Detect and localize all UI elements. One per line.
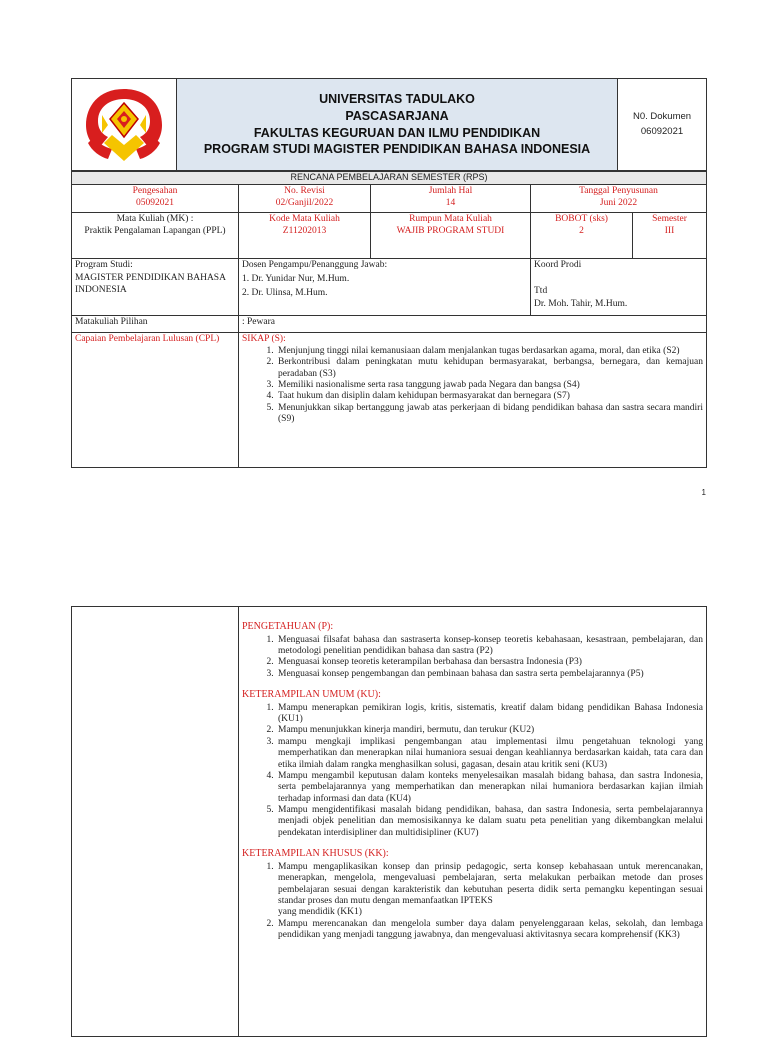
ku-item: 1. Mampu menerapkan pemikiran logis, kritis, sistematis, kreatif dalam bidang pendidikan Bahasa Indonesia (KU1) — [276, 703, 703, 726]
semester-cell — [633, 213, 707, 259]
dosen-1: 1. Dr. Yunidar Nur, M.Hum. — [242, 273, 350, 284]
kode-label: Kode Mata Kuliah — [269, 214, 340, 224]
university-name: UNIVERSITAS TADULAKO — [319, 91, 475, 106]
bobot-label: BOBOT (sks) — [555, 214, 608, 224]
page-1 — [0, 0, 768, 510]
ku-item: 4. Mampu mengambil keputusan dalam konteks menyelesaikan masalah bidang bahasa, dan sastra Indonesia, serta pembelajarannya yang memperhatikan dan menerapkan nilai humaniora berdasarkan kajian ilmiah terhadap informasi dan data (KU4) — [276, 771, 703, 805]
pengesahan-value: 05092021 — [136, 197, 174, 208]
pilihan-value: : Pewara — [239, 316, 707, 333]
mk-label: Mata Kuliah (MK) : — [116, 214, 194, 224]
bobot-value: 2 — [579, 225, 584, 236]
semester-label: Semester — [652, 214, 687, 224]
koord-label: Koord Prodi — [534, 260, 582, 270]
ku-item: 2. Mampu menunjukkan kinerja mandiri, bermutu, dan terukur (KU2) — [276, 725, 703, 736]
pengesahan-label: Pengesahan — [132, 186, 178, 196]
kode-value: Z11202013 — [282, 225, 327, 236]
doc-number: 06092021 — [640, 125, 684, 137]
pengetahuan-item: 3. Menguasai konsep pengembangan dan pembinaan bahasa dan sastra serta pembelajarannya (P5) — [276, 669, 703, 680]
page-2 — [0, 606, 768, 1024]
kode-cell — [239, 213, 371, 259]
ttd-text: Ttd — [534, 285, 548, 296]
ku-title: KETERAMPILAN UMUM (KU): — [242, 689, 381, 701]
sikap-title: SIKAP (S): — [242, 334, 286, 344]
page-number: 1 — [701, 488, 706, 497]
document-number-cell — [618, 79, 707, 171]
prodi-value: MAGISTER PENDIDIKAN BAHASA INDONESIA — [75, 272, 226, 295]
institution-title — [176, 79, 617, 171]
tanggal-cell — [531, 185, 707, 213]
ku-item: 5. Mampu mengidentifikasi masalah bidang pendidikan, bahasa, dan sastra Indonesia, serta pembelajarannya menjadi objek penelitian dan memosisikannya ke dalam suatu peta penelitian yang dikembangkan melalui pendekatan interdisipliner dan multidisipliner (KU7) — [276, 805, 703, 839]
mk-cell — [72, 213, 239, 259]
prodi-label: Program Studi: — [75, 260, 133, 270]
rps-title: RENCANA PEMBELAJARAN SEMESTER (RPS) — [72, 172, 707, 185]
pengetahuan-list — [242, 635, 703, 681]
sikap-item: 5. Menunjukkan sikap bertanggung jawab atas perkerjaan di bidang pendidikan bahasa dan sastra secara mandiri (S9) — [276, 403, 703, 426]
jumlah-value: 14 — [445, 197, 456, 208]
semester-value: III — [664, 225, 675, 236]
kk-list — [242, 862, 703, 942]
mk-value: Praktik Pengalaman Lapangan (PPL) — [84, 225, 226, 236]
kk-item: 2. Mampu merencanakan dan mengelola sumber daya dalam penyelenggaraan kelas, sekolah, dan lembaga pendidikan yang menjadi tanggung jawabnya, dan mengevaluasi aktivitasnya secara komprehensif (KK3) — [276, 919, 703, 942]
logo-cell — [72, 79, 177, 171]
rumpun-cell — [371, 213, 531, 259]
koord-name: Dr. Moh. Tahir, M.Hum. — [534, 298, 628, 309]
school-name: PASCASARJANA — [345, 108, 449, 123]
sikap-item: 1. Menjunjung tinggi nilai kemanusiaan dalam menjalankan tugas berdasarkan agama, moral, dan etika (S2) — [276, 346, 703, 357]
sikap-item: 2. Berkontribusi dalam peningkatan mutu kehidupan bermasyarakat, berbangsa, bernegara, dan kemajuan peradaban (S3) — [276, 357, 703, 380]
ku-list — [242, 703, 703, 840]
sikap-item: 4. Taat hukum dan disiplin dalam kehidupan bermasyarakat dan bernegara (S7) — [276, 391, 703, 402]
pengetahuan-item: 2. Menguasai konsep teoretis keterampilan berbahasa dan bersastra Indonesia (P3) — [276, 657, 703, 668]
sikap-list — [242, 346, 703, 426]
ku-item: 3. mampu mengkaji implikasi pengembangan atau implementasi ilmu pengetahuan teknologi yang memperhatikan dan menerapkan nilai humaniora sesuai dengan keahliannya berdasarkan kaidah, tata cara dan etika ilmiah dalam rangka menghasilkan solusi, gagasan, desain atau kritik seni (KU3) — [276, 737, 703, 771]
faculty-name: FAKULTAS KEGURUAN DAN ILMU PENDIDIKAN — [253, 125, 541, 140]
pengetahuan-title: PENGETAHUAN (P): — [242, 621, 334, 632]
cpl-label: Capaian Pembelajaran Lulusan (CPL) — [72, 333, 239, 468]
cpl-continuation-table — [71, 606, 707, 1037]
university-emblem-icon — [78, 85, 170, 165]
revisi-label: No. Revisi — [284, 186, 325, 196]
page-gap — [0, 510, 768, 606]
cpl-content-cell — [239, 607, 707, 1037]
revisi-value: 02/Ganjil/2022 — [275, 197, 334, 208]
doc-label: N0. Dokumen — [632, 111, 692, 123]
tanggal-label: Tanggal Penyusunan — [579, 186, 658, 196]
rps-table — [71, 171, 707, 468]
jumlah-label: Jumlah Hal — [428, 186, 473, 196]
pengetahuan-item: 1. Menguasai filsafat bahasa dan sastraserta konsep-konsep teoretis kebahasaan, kesastraan, pembelajaran, dan metodologi penelitian pendidikan bahasa dan sastra (P2) — [276, 635, 703, 658]
dosen-cell — [239, 259, 531, 316]
revisi-cell — [239, 185, 371, 213]
sikap-item: 3. Memiliki nasionalisme serta rasa tanggung jawab pada Negara dan bangsa (S4) — [276, 380, 703, 391]
program-name: PROGRAM STUDI MAGISTER PENDIDIKAN BAHASA INDONESIA — [203, 142, 591, 157]
header-table — [71, 78, 707, 171]
rumpun-value: WAJIB PROGRAM STUDI — [396, 225, 505, 236]
sikap-cell — [239, 333, 707, 468]
rumpun-label: Rumpun Mata Kuliah — [409, 214, 492, 224]
tanggal-value: Juni 2022 — [599, 197, 638, 208]
cpl-left-cell — [72, 607, 239, 1037]
bobot-cell — [531, 213, 633, 259]
koord-cell — [531, 259, 707, 316]
dosen-2: 2. Dr. Ulinsa, M.Hum. — [242, 287, 328, 298]
pilihan-label: Matakuliah Pilihan — [72, 316, 239, 333]
pengesahan-cell — [72, 185, 239, 213]
jumlah-cell — [371, 185, 531, 213]
kk-item — [276, 862, 703, 919]
prodi-cell — [72, 259, 239, 316]
kk-item-tail: yang mendidik (KK1) — [278, 907, 362, 918]
kk-title: KETERAMPILAN KHUSUS (KK): — [242, 848, 389, 860]
dosen-label: Dosen Pengampu/Penanggung Jawab: — [242, 260, 388, 270]
kk-item-text: Mampu mengaplikasikan konsep dan prinsip pedagogic, serta konsep kebahasaan untuk merencanakan, menerapkan, mengelola, mengevaluasi pembelajaran, serta melakukan perbaikan metode dan proses pembelajaran sesuai dengan karakteristik dan kebutuhan peserta didik serta pemangku kepentingan sesuai standar proses dan mutu dengan memanfaatkan IPTEKS — [278, 861, 703, 906]
